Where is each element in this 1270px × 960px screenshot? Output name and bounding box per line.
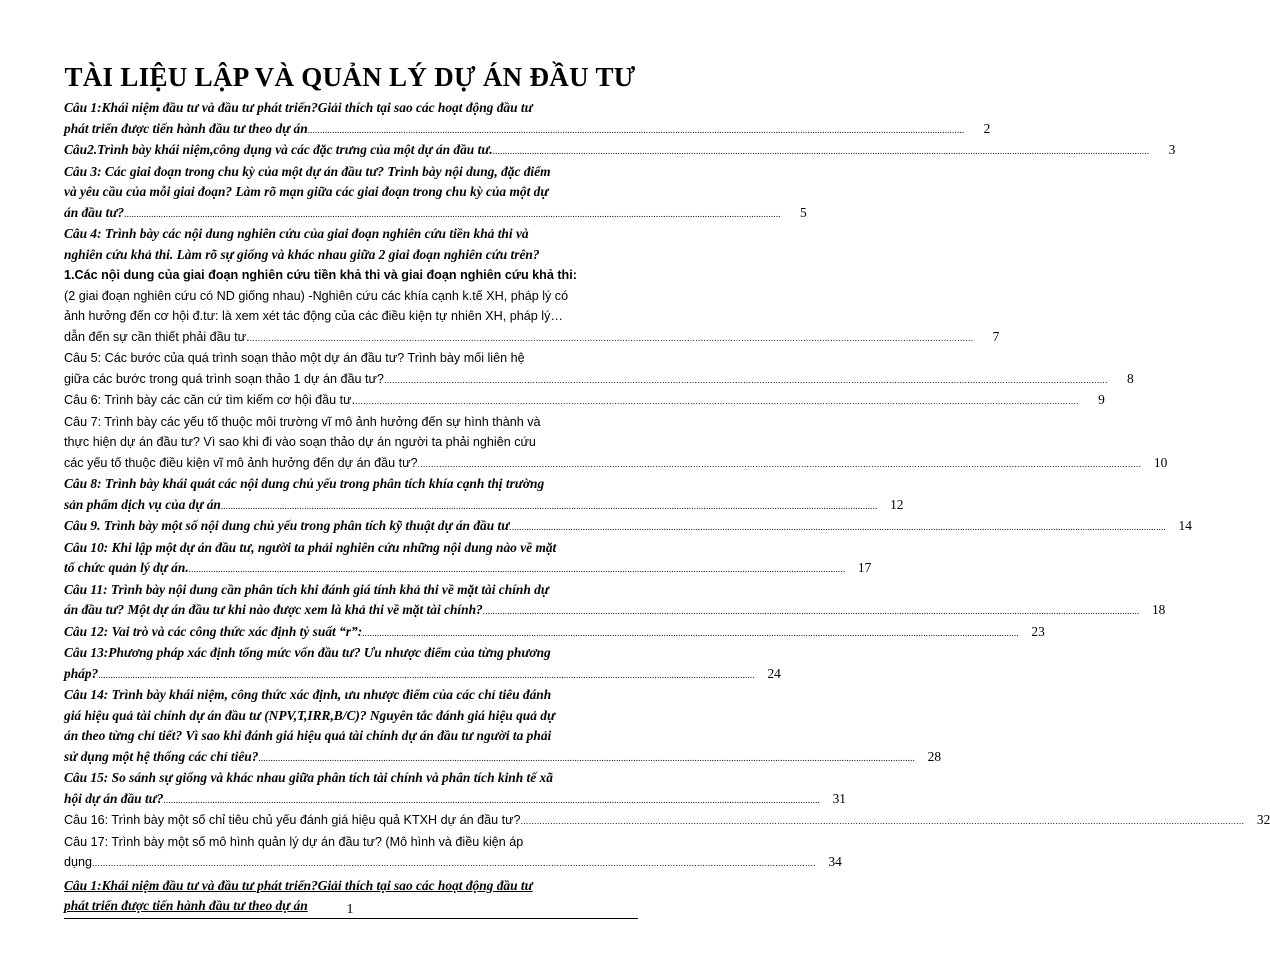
dot-leader: ............................................................................................................................................................................................................................................................................ <box>163 794 820 805</box>
dot-leader: ............................................................................................................................................................................................................................................................................ <box>509 522 1166 532</box>
toc-line: Câu 16: Trình bày một số chỉ tiêu chủ yếu đánh giá hiệu quả KTXH dự án đầu tư? <box>64 813 521 827</box>
toc-line: dụng <box>64 855 93 869</box>
toc-page-number: 32 <box>1256 812 1270 827</box>
toc-entry-cau-14[interactable] <box>64 685 942 768</box>
toc-page-number: 8 <box>1126 370 1134 386</box>
toc-entry-cau-6[interactable] <box>64 390 1105 412</box>
toc-line: giá hiệu quả tài chính dự án đầu tư (NPV,T,IRR,B/C)? Nguyên tắc đánh giá hiệu quả dự <box>64 707 555 723</box>
dot-leader: ............................................................................................................................................................................................................................................................................ <box>482 606 1140 616</box>
toc-page-number: 12 <box>890 496 904 512</box>
heading-line: Câu 1:Khái niệm đầu tư và đầu tư phát triển?Giải thích tại sao các hoạt động đầu tư <box>64 877 533 893</box>
toc-line: Câu 11: Trình bày nội dung cần phân tích khi đánh giá tính khả thi về mặt tài chính dự <box>64 581 549 597</box>
toc-entry-cau-4[interactable] <box>64 224 638 265</box>
toc-line: dẫn đến sự cần thiết phải đầu tư. <box>64 329 250 344</box>
toc-line: sản phẩm dịch vụ của dự án <box>64 496 221 512</box>
toc-page-number: 14 <box>1178 518 1192 533</box>
toc-line: hội dự án đầu tư? <box>64 790 164 806</box>
toc-line: Câu 5: Các bước của quá trình soạn thảo một dự án đầu tư? Trình bày mối liên hệ <box>64 351 525 365</box>
toc-page-number: 7 <box>992 328 1000 344</box>
toc-line: 1.Các nội dung của giai đoạn nghiên cứu tiền khả thi và giai đoạn nghiên cứu khả thi: <box>64 268 577 282</box>
dot-leader: ............................................................................................................................................................................................................................................................................ <box>124 208 781 219</box>
toc-page-number: 5 <box>800 204 807 220</box>
dot-leader: ............................................................................................................................................................................................................................................................................ <box>492 146 1150 156</box>
toc-line: Câu 4: Trình bày các nội dung nghiên cứu của giai đoạn nghiên cứu tiền khả thi và <box>64 226 529 241</box>
dot-leader: ............................................................................................................................................................................................................................................................................ <box>383 374 1108 385</box>
toc-line: Câu 15: So sánh sự giống và khác nhau giữa phân tích tài chính và phân tích kinh tế xã <box>64 770 553 785</box>
dot-leader: ............................................................................................................................................................................................................................................................................ <box>249 332 974 343</box>
toc-page-number: 2 <box>983 120 991 136</box>
toc-entry-cau-7[interactable] <box>64 412 1168 475</box>
dot-leader: ............................................................................................................................................................................................................................................................................ <box>520 816 1245 826</box>
dot-leader: ............................................................................................................................................................................................................................................................................ <box>98 669 755 680</box>
table-of-contents <box>64 98 1270 919</box>
toc-page-number: 9 <box>1098 392 1105 407</box>
toc-page-number: 28 <box>927 748 942 764</box>
toc-line: Câu 7: Trình bày các yếu tố thuộc môi trường vĩ mô ảnh hưởng đến sự hình thành và <box>64 414 541 429</box>
toc-entry-cau-1[interactable] <box>64 98 991 140</box>
toc-line: và yêu cầu của mỗi giai đoạn? Làm rõ mạn giữa các giai đoạn trong chu kỳ của một dự <box>64 184 549 199</box>
toc-line: giữa các bước trong quá trình soạn thảo 1 dự án đầu tư? <box>64 371 384 386</box>
toc-entry-cau-13[interactable] <box>64 643 781 685</box>
toc-line: án đầu tư? Một dự án đầu tư khi nào được xem là khả thi về mặt tài chính? <box>64 602 483 617</box>
dot-leader: ............................................................................................................................................................................................................................................................................ <box>307 124 965 135</box>
toc-entry-cau-5[interactable] <box>64 348 1134 390</box>
toc-line: thực hiện dự án đầu tư? Vì sao khi đi vào soạn thảo dự án người ta phải nghiên cứu <box>64 435 536 449</box>
toc-entry-cau-4-sub-2[interactable] <box>64 286 1000 349</box>
toc-entry-cau-10[interactable] <box>64 538 872 580</box>
dot-leader: ............................................................................................................................................................................................................................................................................ <box>92 858 816 868</box>
toc-line: phát triển được tiến hành đầu tư theo dự án <box>64 120 308 136</box>
toc-line: Câu 1:Khái niệm đầu tư và đầu tư phát triển?Giải thích tại sao các hoạt động đầu tư <box>64 100 533 115</box>
document-title: TÀI LIỆU LẬP VÀ QUẢN LÝ DỰ ÁN ĐẦU TƯ <box>64 62 636 92</box>
toc-entry-cau-4-sub-1[interactable] <box>64 265 638 286</box>
toc-line: Câu 9. Trình bày một số nội dung chủ yếu trong phân tích kỹ thuật dự án đầu tư <box>64 518 510 533</box>
heading-line: phát triển được tiến hành đầu tư theo dự án <box>64 898 308 913</box>
toc-entry-cau-15[interactable] <box>64 768 846 810</box>
dot-leader: ............................................................................................................................................................................................................................................................................ <box>362 627 1019 638</box>
toc-page-number: 31 <box>832 790 846 806</box>
toc-line: tổ chức quản lý dự án. <box>64 560 189 575</box>
toc-line: Câu 6: Trình bày các căn cứ tìm kiếm cơ hội đầu tư. <box>64 393 356 407</box>
dot-leader: ............................................................................................................................................................................................................................................................................ <box>188 564 846 574</box>
toc-page-number: 23 <box>1031 623 1045 639</box>
toc-line: Câu 10: Khi lập một dự án đầu tư, người ta phải nghiên cứu những nội dung nào về mặt <box>64 539 557 555</box>
toc-line: các yếu tố thuộc điều kiện vĩ mô ảnh hưởng đến dự án đầu tư? <box>64 455 418 470</box>
dot-leader: ............................................................................................................................................................................................................................................................................ <box>417 458 1142 469</box>
toc-line: sử dụng một hệ thống các chỉ tiêu? <box>64 748 259 764</box>
toc-page-number: 24 <box>767 665 781 681</box>
toc-entry-cau-16[interactable] <box>64 810 1270 832</box>
dot-leader: ............................................................................................................................................................................................................................................................................ <box>355 396 1079 406</box>
toc-entry-cau-9[interactable] <box>64 516 1192 538</box>
toc-line: Câu2.Trình bày khái niệm,công dụng và các đặc trưng của một dự án đầu tư. <box>64 142 493 157</box>
dot-leader: ............................................................................................................................................................................................................................................................................ <box>258 752 916 763</box>
toc-line: ảnh hưởng đến cơ hội đ.tư: là xem xét tác động của các điều kiện tự nhiên XH, pháp lý… <box>64 309 563 323</box>
toc-entry-cau-11[interactable] <box>64 580 1166 622</box>
toc-page-number: 17 <box>857 560 872 575</box>
toc-entry-cau-3[interactable] <box>64 162 807 225</box>
toc-line: Câu 12: Vai trò và các công thức xác định tỷ suất “r”: <box>64 623 363 639</box>
toc-page-number: 18 <box>1151 602 1166 617</box>
toc-page-number: 10 <box>1153 454 1168 470</box>
dot-leader: ............................................................................................................................................................................................................................................................................ <box>220 500 878 511</box>
toc-entry-cau-12[interactable] <box>64 622 1045 644</box>
toc-entry-cau-2[interactable] <box>64 140 1176 162</box>
page-number: 1 <box>346 902 354 917</box>
toc-line: Câu 3: Các giai đoạn trong chu kỳ của một dự án đầu tư? Trình bày nội dung, đặc điểm <box>64 163 551 179</box>
toc-line: Câu 8: Trình bày khái quát các nội dung chủ yếu trong phân tích khía cạnh thị trường <box>64 476 545 491</box>
toc-page-number: 34 <box>828 854 842 869</box>
toc-line: Câu 13:Phương pháp xác định tổng mức vốn đầu tư? Ưu nhược điểm của từng phương <box>64 645 551 660</box>
toc-line: án theo từng chỉ tiết? Vì sao khi đánh giá hiệu quả tài chính dự án đầu tư người ta phải <box>64 728 552 743</box>
toc-line: án đầu tư? <box>64 204 125 220</box>
toc-line: pháp? <box>64 665 99 681</box>
toc-line: nghiên cứu khả thi. Làm rõ sự giống và khác nhau giữa 2 giai đoạn nghiên cứu trên? <box>64 246 540 262</box>
toc-entry-cau-17[interactable] <box>64 832 842 874</box>
toc-line: Câu 14: Trình bày khái niệm, công thức xác định, ưu nhược điểm của các chỉ tiêu đánh <box>64 687 552 702</box>
toc-entry-cau-8[interactable] <box>64 474 904 516</box>
toc-page-number: 3 <box>1168 142 1176 157</box>
toc-line: (2 giai đoạn nghiên cứu có ND giống nhau) -Nghiên cứu các khía cạnh k.tế XH, pháp lý có <box>64 288 569 303</box>
toc-line: Câu 17: Trình bày một số mô hình quản lý dự án đầu tư? (Mô hình và điều kiện áp <box>64 834 524 849</box>
